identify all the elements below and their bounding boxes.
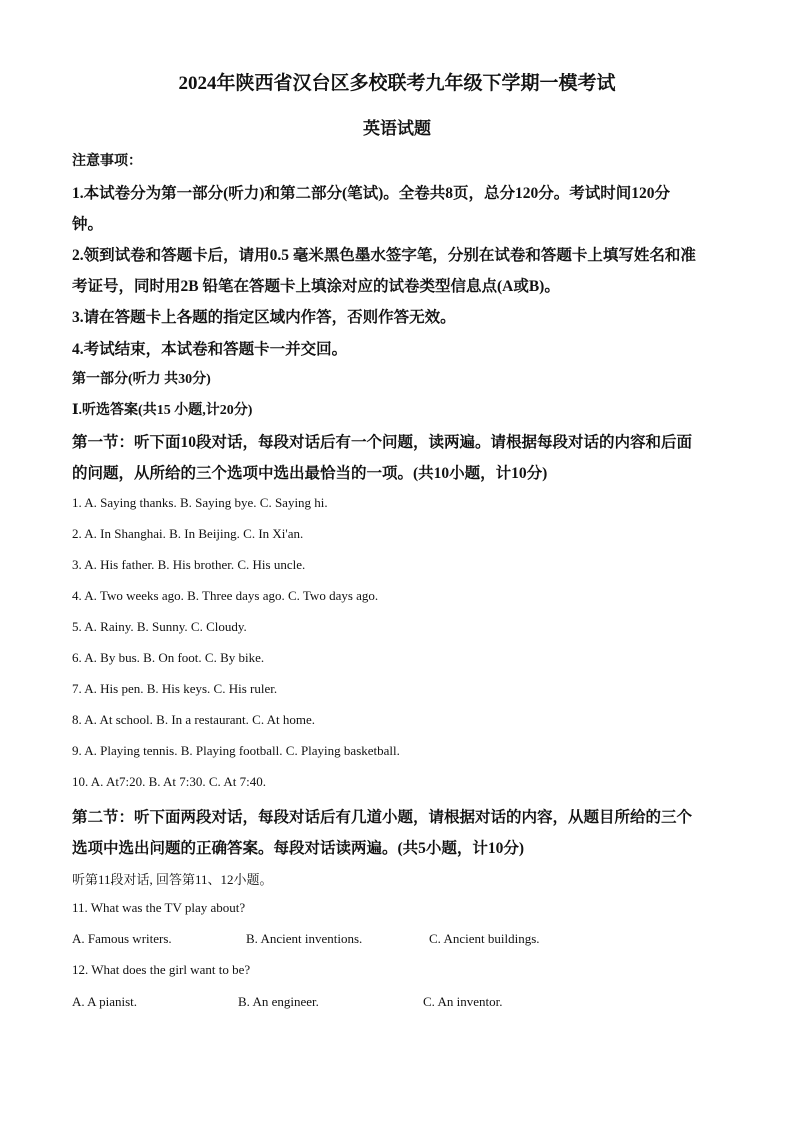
question-7: 7. A. His pen. B. His keys. C. His ruler. (72, 681, 278, 696)
question-11-option-b: B. Ancient inventions. (246, 931, 363, 946)
dialog-11-intro: 听第11段对话, 回答第11、12小题。 (72, 872, 273, 887)
question-12-option-a: A. A pianist. (72, 994, 138, 1009)
section-heading: Ⅰ.听选答案(共15 小题,计20分) (72, 403, 253, 418)
page-title: 2024年陕西省汉台区多校联考九年级下学期一模考试 (178, 73, 616, 94)
question-4: 4. A. Two weeks ago. B. Three days ago. C. Two days ago. (72, 588, 379, 603)
question-5: 5. A. Rainy. B. Sunny. C. Cloudy. (72, 619, 247, 634)
notes-item-3: 3.请在答题卡上各题的指定区域内作答，否则作答无效。 (72, 309, 456, 326)
question-11-option-a: A. Famous writers. (72, 931, 172, 946)
question-9: 9. A. Playing tennis. B. Playing football. C. Playing basketball. (72, 743, 400, 758)
question-1: 1. A. Saying thanks. B. Saying bye. C. Saying hi. (72, 495, 328, 510)
question-12-option-c: C. An inventor. (423, 994, 503, 1009)
question-8: 8. A. At school. B. In a restaurant. C. At home. (72, 712, 316, 727)
question-12-option-b: B. An engineer. (238, 994, 319, 1009)
question-3: 3. A. His father. B. His brother. C. His uncle. (72, 557, 306, 572)
question-6: 6. A. By bus. B. On foot. C. By bike. (72, 650, 265, 665)
part1-heading: 第一部分(听力 共30分) (72, 372, 211, 387)
section2-instructions: 第二节：听下面两段对话，每段对话后有几道小题，请根据对话的内容，从题目所给的三个 (72, 809, 693, 826)
notes-item-2-cont: 考证号，同时用2B 铅笔在答题卡上填涂对应的试卷类型信息点(A或B)。 (72, 278, 560, 295)
question-10: 10. A. At7:20. B. At 7:30. C. At 7:40. (72, 774, 266, 789)
section1-instructions: 第一节：听下面10段对话，每段对话后有一个问题，读两遍。请根据每段对话的内容和后面 (72, 434, 693, 451)
section2-instructions-cont: 选项中选出问题的正确答案。每段对话读两遍。(共5小题，计10分) (72, 840, 525, 857)
notes-item-1: 1.本试卷分为第一部分(听力)和第二部分(笔试)。全卷共8页，总分120分。考试时间120分 (72, 185, 671, 202)
notes-heading: 注意事项： (72, 154, 142, 169)
question-11-option-c: C. Ancient buildings. (429, 931, 540, 946)
notes-item-2: 2.领到试卷和答题卡后，请用0.5 毫米黑色墨水签字笔，分别在试卷和答题卡上填写姓名和准 (72, 247, 696, 264)
notes-item-4: 4.考试结束，本试卷和答题卡一并交回。 (72, 341, 348, 358)
question-12: 12. What does the girl want to be? (72, 962, 251, 977)
page-subtitle: 英语试题 (363, 119, 431, 138)
notes-item-1-cont: 钟。 (72, 216, 104, 233)
question-2: 2. A. In Shanghai. B. In Beijing. C. In Xi'an. (72, 526, 304, 541)
section1-instructions-cont: 的问题，从所给的三个选项中选出最恰当的一项。(共10小题，计10分) (72, 465, 548, 482)
question-11: 11. What was the TV play about? (72, 900, 246, 915)
